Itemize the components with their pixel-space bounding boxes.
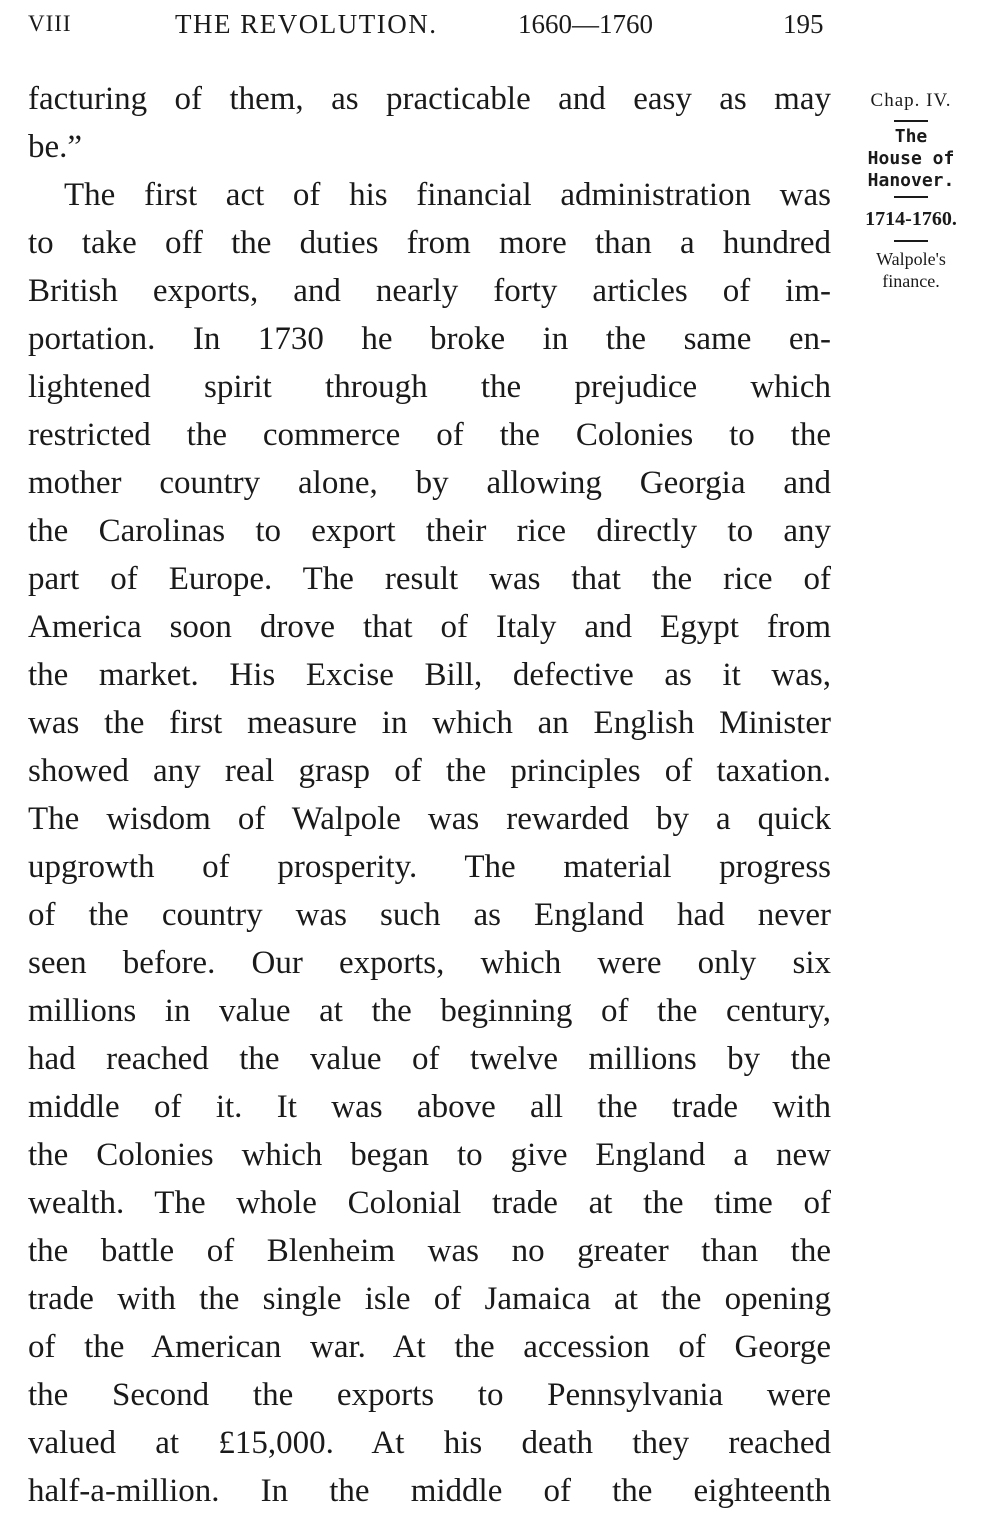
text-line: the Second the exports to Pennsylvania were: [28, 1377, 831, 1413]
text-line: showed any real grasp of the principles of taxation.: [28, 753, 831, 789]
margin-house-line: Hanover.: [867, 170, 955, 191]
text-line: be.”: [28, 129, 83, 165]
text-line: portation. In 1730 he broke in the same en-: [28, 321, 831, 357]
text-line: The wisdom of Walpole was rewarded by a quick: [28, 801, 831, 837]
text-line: middle of it. It was above all the trade with: [28, 1089, 831, 1125]
text-line: millions in value at the beginning of the century,: [28, 993, 831, 1029]
text-line: the Carolinas to export their rice directly to any: [28, 513, 831, 549]
margin-dates: 1714-1760.: [865, 208, 957, 230]
margin-notes: [852, 86, 970, 292]
text-line: mother country alone, by allowing Georgia and: [28, 465, 831, 501]
text-line: the battle of Blenheim was no greater than the: [28, 1233, 831, 1269]
margin-house-line: House of: [867, 148, 955, 169]
margin-house-note: [852, 126, 970, 192]
text-line: America soon drove that of Italy and Egypt from: [28, 609, 831, 645]
running-head-title: THE REVOLUTION.: [175, 9, 438, 39]
text-line: was the first measure in which an English Minister: [28, 705, 831, 741]
text-line: half-a-million. In the middle of the eighteenth: [28, 1473, 831, 1509]
text-line: of the country was such as England had never: [28, 897, 831, 933]
margin-rule: [894, 240, 928, 242]
text-line: the market. His Excise Bill, defective as it was,: [28, 657, 831, 693]
running-head-dates: 1660—1760: [518, 9, 653, 39]
running-head-section: VIII: [28, 11, 72, 36]
text-line: upgrowth of prosperity. The material progress: [28, 849, 831, 885]
margin-chapter: Chap. IV.: [870, 90, 952, 111]
body-text: [28, 75, 831, 1515]
text-line: to take off the duties from more than a hundred: [28, 225, 831, 261]
margin-topic-note: [852, 248, 970, 292]
text-line: lightened spirit through the prejudice which: [28, 369, 831, 405]
text-line: wealth. The whole Colonial trade at the time of: [28, 1185, 831, 1221]
margin-house-line: The: [894, 126, 928, 147]
text-line: of the American war. At the accession of George: [28, 1329, 831, 1365]
text-line: British exports, and nearly forty articles of im-: [28, 273, 831, 309]
text-line: had reached the value of twelve millions by the: [28, 1041, 831, 1077]
text-line: facturing of them, as practicable and easy as may: [28, 81, 831, 117]
text-line: trade with the single isle of Jamaica at the opening: [28, 1281, 831, 1317]
text-line: part of Europe. The result was that the rice of: [28, 561, 831, 597]
margin-rule: [894, 120, 928, 122]
running-head: [0, 6, 1000, 42]
text-line: valued at £15,000. At his death they reached: [28, 1425, 831, 1461]
margin-topic-line: finance.: [882, 271, 940, 291]
margin-topic-line: Walpole's: [876, 249, 946, 269]
text-line: seen before. Our exports, which were only six: [28, 945, 831, 981]
margin-rule: [894, 196, 928, 198]
text-line: the Colonies which began to give England a new: [28, 1137, 831, 1173]
page-number: 195: [783, 9, 824, 39]
text-line: restricted the commerce of the Colonies to the: [28, 417, 831, 453]
text-line: The first act of his financial administration was: [64, 177, 831, 213]
